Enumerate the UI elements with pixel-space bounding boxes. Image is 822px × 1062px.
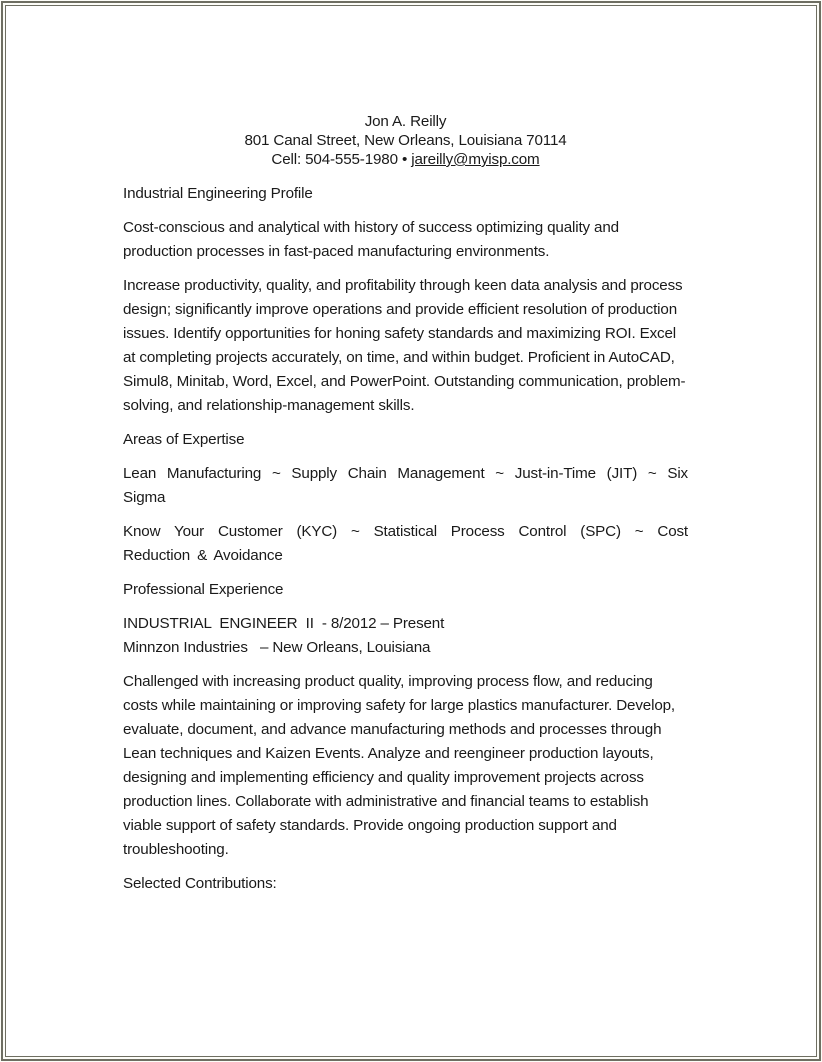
- profile-summary: Cost-conscious and analytical with history of success optimizing quality and production processes in fast-paced manufacturing environments.: [123, 219, 619, 260]
- job-description: Challenged with increasing product quality, improving process flow, and reducing costs while maintaining or improving safety for large plastics manufacturer. Develop, evaluate, document, and advance manufacturing methods and processes through Lean techniques and Kaizen Events. Analyze and reengineer production layouts, designing and implementing efficiency and quality improvement projects across production lines. Collaborate with administrative and financial teams to establish viable support of safety standards. Provide ongoing production support and troubleshooting.: [123, 673, 675, 858]
- job-entry: [123, 612, 688, 660]
- profile-details: Increase productivity, quality, and profitability through keen data analysis and process design; significantly improve operations and provide efficient resolution of production issues. Identify opportunities for honing safety standards and maximizing ROI. Excel at completing projects accurately, on time, and within budget. Proficient in AutoCAD, Simul8, Minitab, Word, Excel, and PowerPoint. Outstanding communication, problem-solving, and relationship-management skills.: [123, 277, 686, 414]
- job-company: Minnzon Industries – New Orleans, Louisiana: [123, 639, 431, 656]
- contributions-label: Selected Contributions:: [123, 875, 277, 892]
- contact-line: [113, 150, 698, 169]
- expertise-line-1: Lean Manufacturing ~ Supply Chain Management ~ Just-in-Time (JIT) ~ Six Sigma: [123, 465, 688, 506]
- street-address: 801 Canal Street, New Orleans, Louisiana 70114: [244, 132, 567, 149]
- email-link[interactable]: jareilly@myisp.com: [411, 151, 540, 168]
- expertise-line-2: Know Your Customer (KYC) ~ Statistical Process Control (SPC) ~ Cost Reduction & Avoidance: [123, 523, 688, 564]
- experience-heading: Professional Experience: [123, 581, 284, 598]
- resume-document: [123, 110, 688, 906]
- bullet-separator: •: [397, 151, 412, 168]
- contact-header: [113, 112, 698, 169]
- expertise-heading: Areas of Expertise: [123, 431, 245, 448]
- job-title: INDUSTRIAL ENGINEER II - 8/2012 – Present: [123, 615, 445, 632]
- phone-number: Cell: 504-555-1980: [271, 151, 398, 168]
- candidate-name: Jon A. Reilly: [364, 113, 447, 130]
- profile-heading: Industrial Engineering Profile: [123, 185, 313, 202]
